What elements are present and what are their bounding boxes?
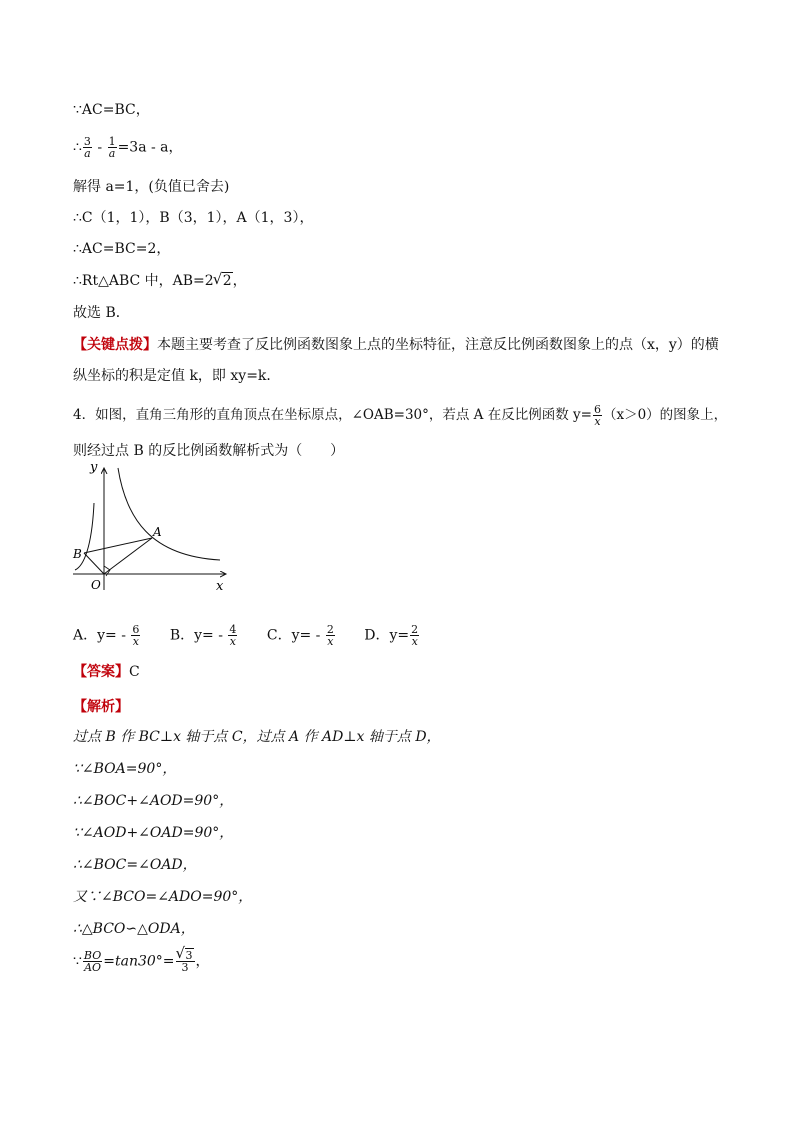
fraction-6-over-x: $\frac{6}{x}$ [593, 403, 601, 428]
label-b: B [73, 547, 82, 561]
sqrt-2: √ 2 [214, 271, 233, 291]
key-point-line2: 纵坐标的积是定值 k，即 xy=k． [73, 368, 281, 384]
analysis-step-4: ∵∠AOD+∠OAD=90°， [73, 825, 234, 841]
analysis-step-3: ∴∠BOC+∠AOD=90°， [73, 793, 234, 809]
label-a: A [153, 525, 162, 539]
analysis-step-2: ∵∠BOA=90°， [73, 761, 177, 777]
line-coordinates: ∴C（1，1），B（3，1），A（1，3）， [73, 210, 314, 226]
line-ac-bc-2: ∴AC=BC=2， [73, 241, 171, 257]
line-equation: ∴ $\frac{3}{a}$ - $\frac{1}{a}$ =3a - a， [73, 135, 183, 160]
fraction-sqrt3-over-3: √ $\frac{3}{3}$ [176, 950, 195, 973]
answer-label: 【答案】 [73, 664, 129, 680]
answer-line [73, 662, 140, 682]
label-y: y [90, 460, 98, 475]
question-4-line2: 则经过点 B 的反比例函数解析式为（ ） [73, 443, 345, 459]
analysis-step-5: ∴∠BOC=∠OAD， [73, 857, 197, 873]
analysis-step-7: ∴△BCO∽△ODA， [73, 921, 195, 937]
therefore-sym: ∴ [73, 139, 82, 156]
line-ab-length: ∴Rt△ABC 中，AB=2√ 2， [73, 271, 247, 291]
fraction-1-over-a: $\frac{1}{a}$ [108, 135, 116, 160]
option-b[interactable]: B．y= - $\frac{4}{x}$ [169, 623, 237, 648]
option-a[interactable]: A．y= - $\frac{6}{x}$ [73, 623, 140, 648]
key-point-label: 【关键点拨】 [73, 337, 157, 353]
key-point-line1: 【关键点拨】本题主要考查了反比例函数图象上点的坐标特征，注意反比例函数图象上的点（x，y）的横 [73, 337, 719, 353]
line-choose-b: 故选 B． [73, 305, 130, 321]
fraction-bo-over-ao: $\frac{BO}{AO}$ [83, 949, 102, 974]
label-o: O [91, 578, 101, 592]
options-row [73, 624, 444, 647]
line-ac-eq-bc: ∵AC=BC， [73, 102, 150, 118]
option-d[interactable]: D．y= $\frac{2}{x}$ [364, 623, 419, 648]
line-solve-a: 解得 a=1，(负值已舍去) [73, 179, 230, 195]
figure-hyperbola [70, 458, 235, 593]
segment-bo [84, 553, 104, 574]
question-4-line1: 4．如图，直角三角形的直角顶点在坐标原点，∠OAB=30°，若点 A 在反比例函数 y= $\frac{6}{x}$ （x＞0）的图象上， [73, 403, 728, 428]
analysis-label: 【解析】 [73, 699, 129, 715]
hyperbola-right [118, 468, 220, 560]
option-c[interactable]: C．y= - $\frac{2}{x}$ [266, 623, 334, 648]
analysis-step-1: 过点 B 作 BC⊥x 轴于点 C，过点 A 作 AD⊥x 轴于点 D， [73, 729, 441, 745]
fraction-3-over-a: $\frac{3}{a}$ [83, 135, 91, 160]
label-x: x [216, 579, 224, 593]
analysis-step-6: 又∵∠BCO=∠ADO=90°， [73, 889, 253, 905]
answer-value: C [129, 664, 140, 680]
analysis-step-8: ∵ $\frac{BO}{AO}$ =tan30°= √ $\frac{3}{3}$ ， [73, 950, 210, 973]
